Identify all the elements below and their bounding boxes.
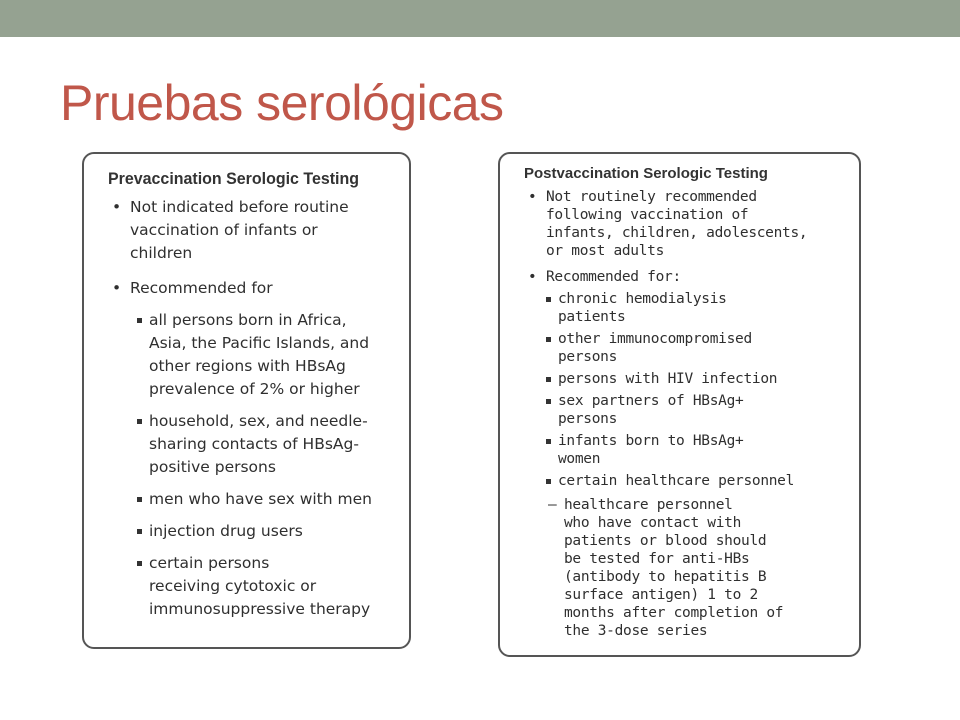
square-bullet-icon	[137, 529, 142, 534]
item-line: infants, children, adolescents,	[546, 225, 808, 241]
item-line: men who have sex with men	[149, 490, 372, 508]
prevaccination-box	[82, 152, 411, 649]
item-line: or most adults	[546, 243, 665, 259]
item-line: household, sex, and needle-	[149, 412, 368, 430]
item-line: women	[558, 451, 601, 467]
sub-item	[546, 432, 849, 468]
item-line: months after completion of	[564, 605, 784, 621]
bullet-dot-icon: •	[112, 198, 122, 216]
square-bullet-icon	[137, 497, 142, 502]
item-line: Recommended for:	[546, 269, 681, 285]
item-line: other immunocompromised	[558, 331, 752, 347]
sub-item	[137, 520, 395, 543]
square-bullet-icon	[546, 297, 551, 302]
item-line: be tested for anti-HBs	[564, 551, 750, 567]
item-line: children	[130, 244, 193, 262]
item-line: prevalence of 2% or higher	[149, 380, 360, 398]
list-item	[108, 277, 395, 300]
square-bullet-icon	[546, 377, 551, 382]
item-line: certain persons	[149, 554, 270, 572]
square-bullet-icon	[137, 561, 142, 566]
sub-item	[137, 410, 395, 479]
postvaccination-title: Postvaccination Serologic Testing	[524, 165, 768, 182]
sub-item	[546, 392, 849, 428]
item-line: Not indicated before routine	[130, 198, 349, 216]
item-line: receiving cytotoxic or	[149, 577, 317, 595]
sub-item	[137, 309, 395, 401]
item-line: infants born to HBsAg+	[558, 433, 744, 449]
item-line: following vaccination of	[546, 207, 749, 223]
item-line: who have contact with	[564, 515, 742, 531]
prevaccination-title: Prevaccination Serologic Testing	[108, 169, 360, 188]
square-bullet-icon	[546, 479, 551, 484]
list-item	[524, 268, 849, 286]
sub-item	[546, 472, 849, 490]
prevaccination-list	[108, 196, 395, 300]
square-bullet-icon	[546, 399, 551, 404]
item-line: healthcare personnel	[564, 497, 733, 513]
square-bullet-icon	[137, 419, 142, 424]
postvaccination-subitems	[530, 290, 849, 640]
healthcare-note	[546, 496, 849, 640]
top-accent-bar	[0, 0, 960, 37]
item-line: Recommended for	[130, 279, 273, 297]
square-bullet-icon	[137, 318, 142, 323]
list-item	[108, 196, 395, 265]
bullet-dot-icon: •	[528, 189, 537, 205]
item-line: vaccination of infants or	[130, 221, 318, 239]
item-line: patients	[558, 309, 626, 325]
slide-title: Pruebas serológicas	[60, 75, 504, 131]
square-bullet-icon	[546, 337, 551, 342]
item-line: certain healthcare personnel	[558, 473, 795, 489]
item-line: persons with HIV infection	[558, 371, 778, 387]
item-line: surface antigen) 1 to 2	[564, 587, 758, 603]
item-line: chronic hemodialysis	[558, 291, 727, 307]
prevaccination-subitems	[117, 309, 395, 621]
item-line: immunosuppressive therapy	[149, 600, 371, 618]
sub-item	[546, 370, 849, 388]
square-bullet-icon	[546, 439, 551, 444]
item-line: persons	[558, 349, 618, 365]
bullet-dot-icon: •	[528, 269, 537, 285]
item-line: (antibody to hepatitis B	[564, 569, 767, 585]
sub-item	[546, 330, 849, 366]
item-line: sex partners of HBsAg+	[558, 393, 744, 409]
list-item	[524, 188, 849, 260]
item-line: injection drug users	[149, 522, 303, 540]
sub-item	[546, 290, 849, 326]
item-line: positive persons	[149, 458, 276, 476]
sub-item	[137, 488, 395, 511]
item-line: persons	[558, 411, 618, 427]
item-line: other regions with HBsAg	[149, 357, 346, 375]
item-line: sharing contacts of HBsAg-	[149, 435, 359, 453]
bullet-dot-icon: •	[112, 279, 122, 297]
item-line: patients or blood should	[564, 533, 767, 549]
postvaccination-box	[498, 152, 861, 657]
sub-item	[137, 552, 395, 621]
item-line: all persons born in Africa,	[149, 311, 347, 329]
item-line: Not routinely recommended	[546, 189, 757, 205]
item-line: Asia, the Pacific Islands, and	[149, 334, 370, 352]
dash-bullet-icon: –	[548, 497, 557, 513]
postvaccination-list	[524, 188, 849, 286]
item-line: the 3-dose series	[564, 623, 708, 639]
